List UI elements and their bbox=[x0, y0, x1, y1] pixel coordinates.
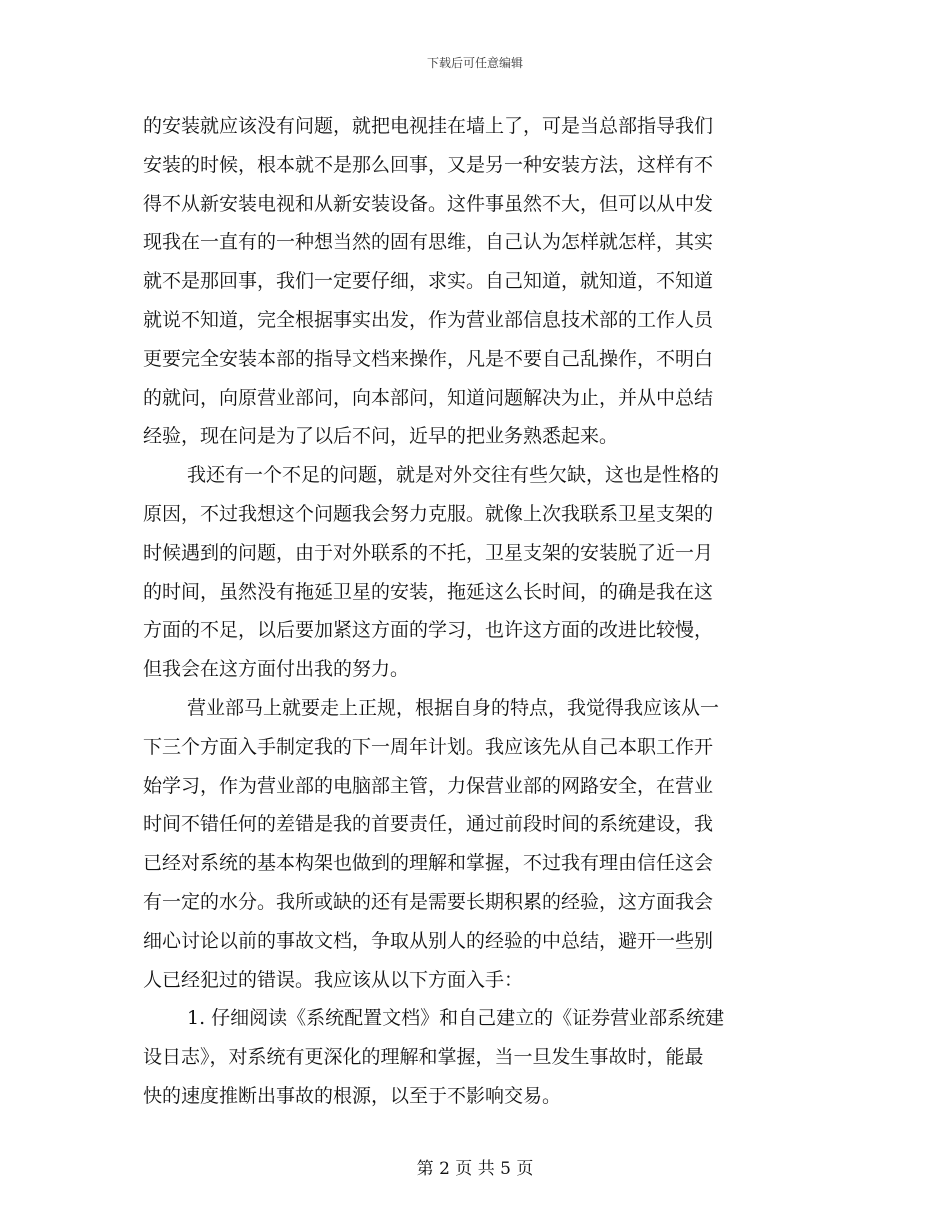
text-line: 快的速度推断出事故的根源，以至于不影响交易。 bbox=[143, 1084, 562, 1107]
text-line: 方面的不足，以后要加紧这方面的学习，也许这方面的改进比较慢， bbox=[143, 619, 714, 642]
text-line: 但我会在这方面付出我的努力。 bbox=[143, 658, 410, 681]
text-line: 下三个方面入手制定我的下一周年计划。我应该先从自己本职工作开 bbox=[143, 735, 714, 758]
text-line: 有一定的水分。我所或缺的还有是需要长期积累的经验，这方面我会 bbox=[143, 890, 714, 913]
document-body bbox=[143, 107, 808, 1116]
page-header: 下载后可任意编辑 bbox=[426, 56, 523, 70]
text-line: 时间不错任何的差错是我的首要责任，通过前段时间的系统建设，我 bbox=[143, 813, 714, 836]
text-line: 的就问，向原营业部问，向本部问，知道问题解决为止，并从中总结 bbox=[143, 386, 714, 409]
text-line: 就不是那回事，我们一定要仔细，求实。自己知道，就知道，不知道 bbox=[143, 270, 714, 293]
text-line: 细心讨论以前的事故文档，争取从别人的经验的中总结，避开一些别 bbox=[143, 929, 714, 952]
text-line: 已经对系统的基本构架也做到的理解和掌握，不过我有理由信任这会 bbox=[143, 852, 714, 875]
text-line: 始学习，作为营业部的电脑部主管，力保营业部的网路安全，在营业 bbox=[143, 774, 714, 797]
text-line: 的安装就应该没有问题，就把电视挂在墙上了，可是当总部指导我们 bbox=[143, 115, 714, 137]
text-line: 更要完全安装本部的指导文档来操作，凡是不要自己乱操作，不明白 bbox=[143, 347, 714, 370]
text-line: 的时间，虽然没有拖延卫星的安装，拖延这么长时间，的确是我在这 bbox=[143, 580, 714, 603]
text-line: 时候遇到的问题，由于对外联系的不托，卫星支架的安装脱了近一月 bbox=[143, 541, 714, 564]
text-line: 原因，不过我想这个问题我会努力克服。就像上次我联系卫星支架的 bbox=[143, 502, 714, 525]
text-line: 人已经犯过的错误。我应该从以下方面入手： bbox=[143, 968, 524, 991]
text-line: 经验，现在问是为了以后不问，近早的把业务熟悉起来。 bbox=[143, 425, 619, 448]
text-line: 得不从新安装电视和从新安装设备。这件事虽然不大，但可以从中发 bbox=[143, 192, 714, 215]
text-line: 安装的时候，根本就不是那么回事，又是另一种安装方法，这样有不 bbox=[143, 153, 714, 176]
list-item-start-line: 1. 仔细阅读《系统配置文档》和自己建立的《证券营业部系统建 bbox=[187, 1007, 725, 1030]
paragraph-start-line: 我还有一个不足的问题，就是对外交往有些欠缺，这也是性格的 bbox=[187, 464, 720, 487]
text-line: 设日志》，对系统有更深化的理解和掌握，当一旦发生事故时，能最 bbox=[143, 1046, 704, 1069]
page-number-footer: 第 2 页 共 5 页 bbox=[416, 1159, 534, 1179]
text-line: 就说不知道，完全根据事实出发，作为营业部信息技术部的工作人员 bbox=[143, 308, 714, 331]
text-line: 现我在一直有的一种想当然的固有思维，自己认为怎样就怎样，其实 bbox=[143, 231, 714, 254]
paragraph-start-line: 营业部马上就要走上正规，根据自身的特点，我觉得我应该从一 bbox=[187, 696, 720, 719]
